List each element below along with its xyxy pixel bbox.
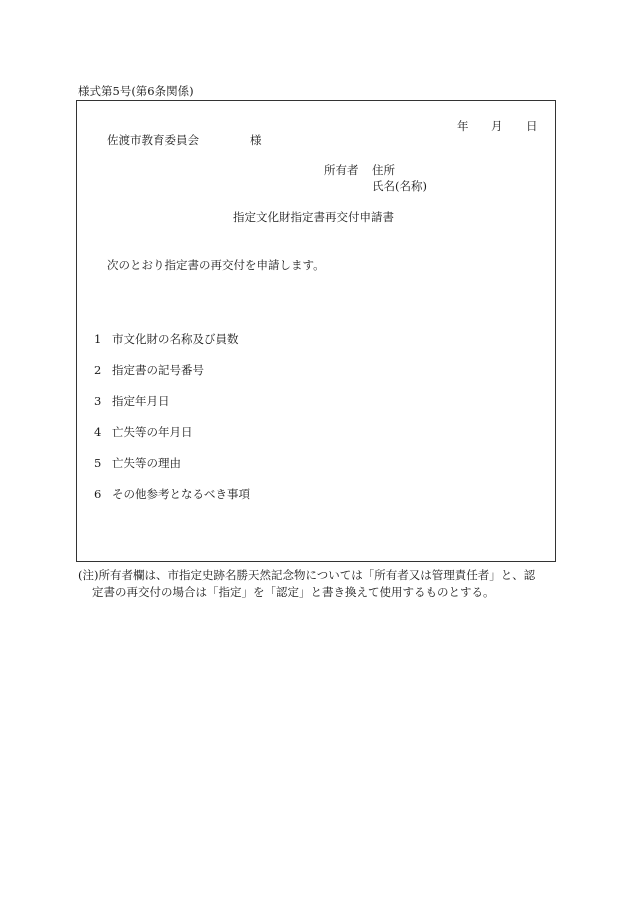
item-label: 亡失等の理由 <box>112 456 181 470</box>
date-year-label: 年 <box>457 119 469 133</box>
owner-label: 所有者 <box>324 163 359 177</box>
note-line-1: (注)所有者欄は、市指定史跡名勝天然記念物については「所有者又は管理責任者」と、認 <box>78 568 536 582</box>
item-label: 指定書の記号番号 <box>112 363 204 377</box>
item-4 <box>94 427 193 439</box>
date-month-label: 月 <box>491 119 503 133</box>
item-label: 亡失等の年月日 <box>112 425 193 439</box>
item-number: 3 <box>94 394 102 408</box>
name-label: 氏名(名称) <box>372 179 427 193</box>
item-2 <box>94 365 204 377</box>
addressee-name: 佐渡市教育委員会 <box>107 133 199 147</box>
item-number: 1 <box>94 332 102 346</box>
item-number: 5 <box>94 456 102 470</box>
item-label: その他参考となるべき事項 <box>112 487 250 501</box>
addressee-honorific: 様 <box>250 133 262 147</box>
date-day-label: 日 <box>526 119 538 133</box>
item-label: 市文化財の名称及び員数 <box>112 332 239 346</box>
item-3 <box>94 396 170 408</box>
item-label: 指定年月日 <box>112 394 170 408</box>
address-label: 住所 <box>372 163 395 177</box>
item-1 <box>94 334 239 346</box>
form-label: 様式第5号(第6条関係) <box>78 84 194 98</box>
item-5 <box>94 458 181 470</box>
item-6 <box>94 489 250 501</box>
body-text: 次のとおり指定書の再交付を申請します。 <box>107 258 325 272</box>
item-number: 2 <box>94 363 102 377</box>
item-number: 4 <box>94 425 102 439</box>
note-line-2: 定書の再交付の場合は「指定」を「認定」と書き換えて使用するものとする。 <box>92 585 495 599</box>
document-title: 指定文化財指定書再交付申請書 <box>233 210 394 224</box>
item-number: 6 <box>94 487 102 501</box>
